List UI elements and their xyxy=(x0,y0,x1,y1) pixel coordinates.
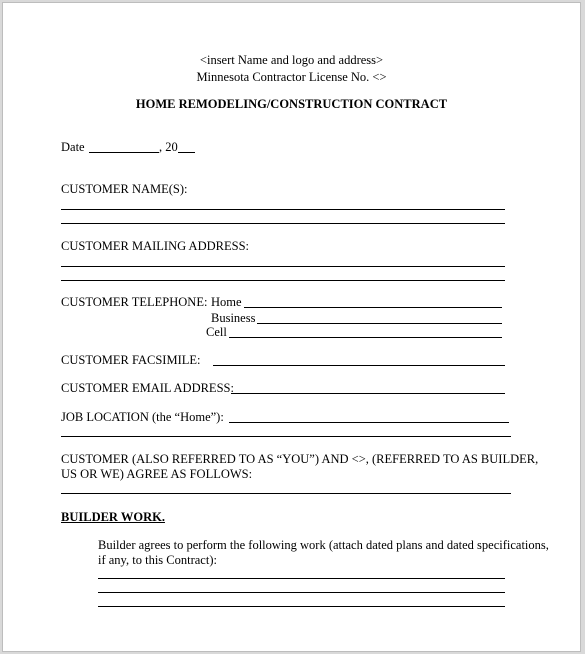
date-blank-line[interactable] xyxy=(89,152,159,153)
job-location-line[interactable] xyxy=(229,422,509,423)
telephone-cell-label: Cell xyxy=(206,325,227,339)
year-blank-line[interactable] xyxy=(178,152,195,153)
date-year-prefix: , 20 xyxy=(159,140,178,154)
telephone-cell-line[interactable] xyxy=(229,337,502,338)
agreement-line[interactable] xyxy=(61,493,511,494)
page-title: HOME REMODELING/CONSTRUCTION CONTRACT xyxy=(135,97,448,111)
mailing-address-label: CUSTOMER MAILING ADDRESS: xyxy=(61,239,249,253)
builder-work-line[interactable] xyxy=(98,606,505,607)
agreement-text-line2: US OR WE) AGREE AS FOLLOWS: xyxy=(61,467,253,481)
builder-work-line[interactable] xyxy=(98,578,505,579)
job-location-line[interactable] xyxy=(61,436,511,437)
job-location-label: JOB LOCATION (the “Home”): xyxy=(61,410,224,424)
agreement-text-line1: CUSTOMER (ALSO REFERRED TO AS “YOU”) AND <>, (REFERRED TO AS BUILDER, xyxy=(61,452,539,466)
telephone-business-label: Business xyxy=(211,311,256,325)
facsimile-label: CUSTOMER FACSIMILE: xyxy=(61,353,201,367)
facsimile-line[interactable] xyxy=(213,365,505,366)
mailing-address-line[interactable] xyxy=(61,280,505,281)
email-line[interactable] xyxy=(231,393,505,394)
builder-work-text-line1: Builder agrees to perform the following work (attach dated plans and dated specifications, xyxy=(98,538,549,552)
telephone-business-line[interactable] xyxy=(257,323,502,324)
email-label: CUSTOMER EMAIL ADDRESS: xyxy=(61,381,234,395)
customer-names-line[interactable] xyxy=(61,209,505,210)
mailing-address-line[interactable] xyxy=(61,266,505,267)
telephone-home-line[interactable] xyxy=(244,307,502,308)
builder-work-line[interactable] xyxy=(98,592,505,593)
date-label: Date xyxy=(61,140,85,154)
contract-page xyxy=(2,2,581,652)
header-name-placeholder: <insert Name and logo and address> xyxy=(199,53,384,67)
customer-names-line[interactable] xyxy=(61,223,505,224)
builder-work-heading: BUILDER WORK. xyxy=(61,510,165,524)
telephone-home-label: Home xyxy=(211,295,242,309)
builder-work-text-line2: if any, to this Contract): xyxy=(98,553,217,567)
telephone-label: CUSTOMER TELEPHONE: xyxy=(61,295,208,309)
customer-names-label: CUSTOMER NAME(S): xyxy=(61,182,188,196)
header-license-line: Minnesota Contractor License No. <> xyxy=(196,70,387,84)
